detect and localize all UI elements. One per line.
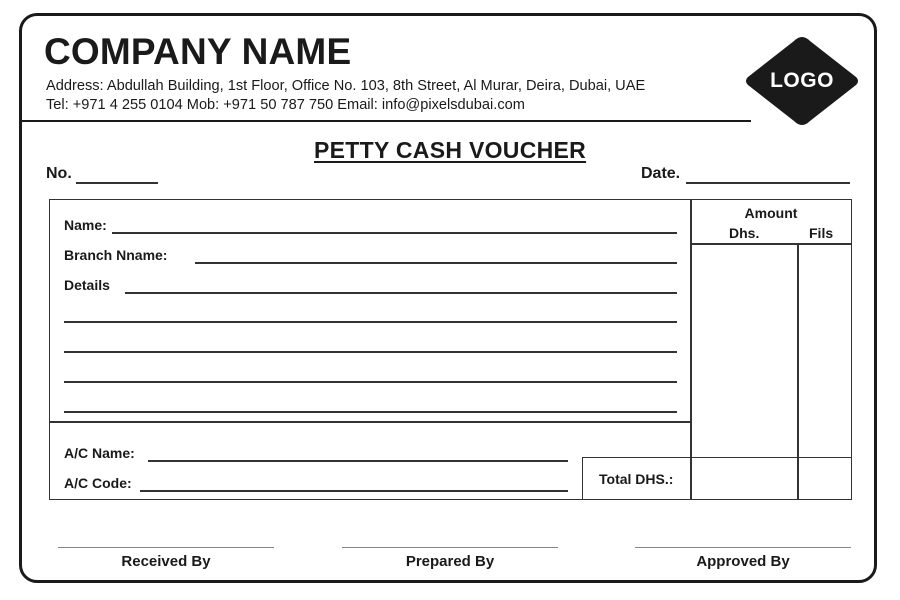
ac-name-label: A/C Name:	[64, 445, 135, 461]
prepared-by-label: Prepared By	[405, 553, 495, 570]
approved-by-label: Approved By	[696, 553, 790, 570]
ac-name-field[interactable]	[148, 460, 568, 462]
name-field[interactable]	[112, 232, 677, 234]
company-name: COMPANY NAME	[44, 31, 352, 72]
amount-header: Amount	[744, 205, 798, 221]
details-field-line[interactable]	[125, 292, 677, 294]
details-field-line[interactable]	[64, 321, 677, 323]
total-fils-field[interactable]	[799, 459, 851, 499]
details-divider	[49, 421, 692, 423]
details-field-line[interactable]	[64, 381, 677, 383]
branch-name-field[interactable]	[195, 262, 677, 264]
dhs-label: Dhs.	[729, 225, 760, 241]
details-label: Details	[64, 277, 110, 293]
details-field-line[interactable]	[64, 411, 677, 413]
fils-amount-field[interactable]	[799, 243, 851, 457]
voucher-no-field[interactable]	[76, 182, 158, 184]
dhs-amount-field[interactable]	[690, 243, 797, 457]
received-by-line[interactable]	[58, 547, 274, 548]
name-label: Name:	[64, 217, 107, 233]
logo	[742, 33, 862, 129]
prepared-by-line[interactable]	[342, 547, 558, 548]
voucher-date-label: Date.	[641, 165, 681, 182]
ac-code-label: A/C Code:	[64, 475, 132, 491]
logo-text: LOGO	[770, 69, 834, 92]
approved-by-line[interactable]	[635, 547, 851, 548]
total-dhs-label: Total DHS.:	[599, 471, 674, 487]
voucher-title: PETTY CASH VOUCHER	[314, 137, 587, 163]
branch-name-label: Branch Nname:	[64, 247, 168, 263]
details-field-line[interactable]	[64, 351, 677, 353]
company-address: Address: Abdullah Building, 1st Floor, Office No. 103, 8th Street, Al Murar, Deira, Dubai, UAE	[46, 78, 646, 94]
header-divider	[21, 120, 751, 122]
received-by-label: Received By	[121, 553, 211, 570]
company-contact: Tel: +971 4 255 0104 Mob: +971 50 787 750 Email: info@pixelsdubai.com	[46, 97, 525, 113]
voucher-no-label: No.	[46, 165, 72, 182]
ac-code-field[interactable]	[140, 490, 568, 492]
details-box	[49, 199, 692, 500]
fils-label: Fils	[809, 225, 834, 241]
total-dhs-field[interactable]	[690, 459, 796, 499]
voucher-date-field[interactable]	[686, 182, 850, 184]
